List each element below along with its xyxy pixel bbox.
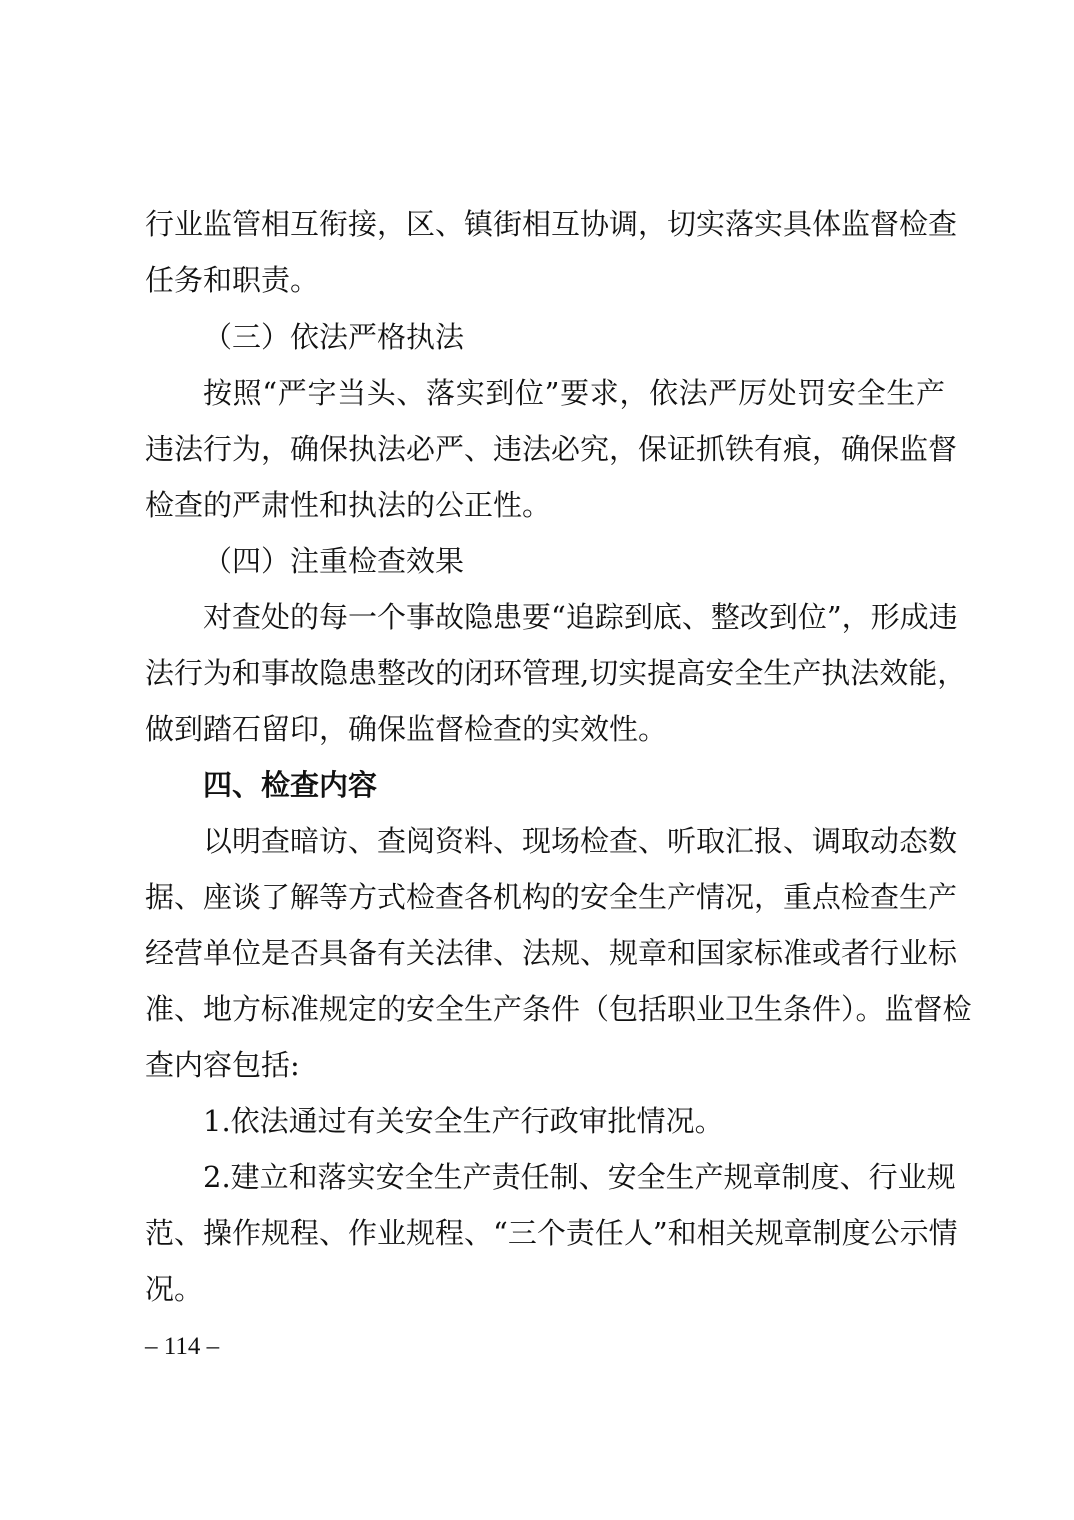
body-line: 行业监管相互衔接，区、镇街相互协调，切实落实具体监督检查 [145, 207, 958, 241]
section-heading: 四、检查内容 [203, 768, 378, 802]
body-line: 经营单位是否具备有关法律、法规、规章和国家标准或者行业标 [145, 936, 958, 970]
paragraph-first-line: 按照“严字当头、落实到位”要求，依法严厉处罚安全生产 [203, 376, 945, 410]
body-line: 据、座谈了解等方式检查各机构的安全生产情况，重点检查生产 [145, 880, 958, 914]
paragraph-first-line: 对查处的每一个事故隐患要“追踪到底、整改到位”，形成违 [203, 600, 958, 634]
body-line: 任务和职责。 [145, 263, 320, 297]
page-number: – 114 – [145, 1333, 220, 1360]
body-line: 做到踏石留印，确保监督检查的实效性。 [145, 712, 668, 746]
subheading-3: （三）依法严格执法 [203, 320, 465, 354]
subheading-4: （四）注重检查效果 [203, 544, 465, 578]
list-item-2: 2.建立和落实安全生产责任制、安全生产规章制度、行业规 [203, 1160, 956, 1194]
body-line: 违法行为，确保执法必严、违法必究，保证抓铁有痕，确保监督 [145, 432, 958, 466]
body-line: 检查的严肃性和执法的公正性。 [145, 488, 552, 522]
list-item-1: 1.依法通过有关安全生产行政审批情况。 [203, 1104, 724, 1138]
paragraph-first-line: 以明查暗访、查阅资料、现场检查、听取汇报、调取动态数 [203, 824, 958, 858]
body-line: 法行为和事故隐患整改的闭环管理,切实提高安全生产执法效能， [145, 656, 967, 690]
body-line: 况。 [145, 1272, 204, 1306]
body-line: 查内容包括: [145, 1048, 300, 1082]
body-line: 准、地方标准规定的安全生产条件（包括职业卫生条件）。监督检 [145, 992, 972, 1026]
body-line: 范、操作规程、作业规程、“三个责任人”和相关规章制度公示情 [145, 1216, 958, 1250]
